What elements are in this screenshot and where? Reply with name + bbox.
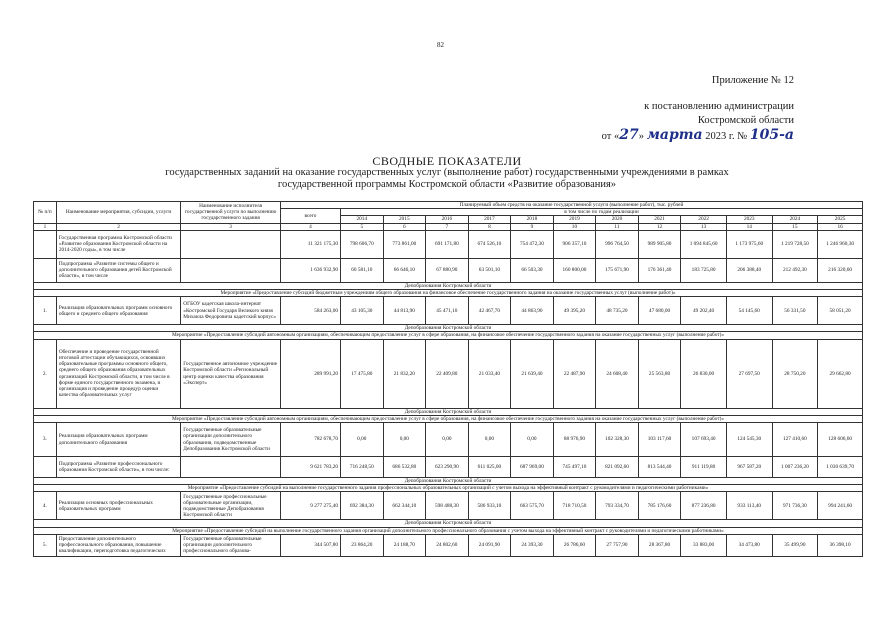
col-num-14: 14 <box>726 223 772 230</box>
title-line2: государственных заданий на оказание государственных услуг (выполнение работ) государственными учреждениями в рамках <box>165 167 729 178</box>
col-num-5: 5 <box>341 223 384 230</box>
col-num-11: 11 <box>596 223 639 230</box>
subprogram1-row <box>34 258 863 282</box>
event-row <box>34 290 863 297</box>
value-cell: 28 367,80 <box>638 534 681 556</box>
header-row-1 <box>34 202 863 209</box>
value-cell: 623 290,90 <box>426 457 469 478</box>
subprogram2-total: 9 621 783,20 <box>280 457 340 478</box>
value-cell: 933 113,40 <box>726 492 772 520</box>
subprogram2-row <box>34 457 863 478</box>
empty-cell <box>181 230 281 258</box>
value-cell: 24 802,60 <box>426 534 469 556</box>
dept-label: Депобразования Костромской области <box>34 282 863 289</box>
col-num-10: 10 <box>553 223 596 230</box>
value-cell: 692 384,30 <box>341 492 384 520</box>
value-cell: 22 409,80 <box>426 339 469 408</box>
handwritten-day: 27 <box>619 127 639 143</box>
dept-row <box>34 282 863 289</box>
value-cell: 1 173 975,60 <box>726 230 772 258</box>
col-num-6: 6 <box>383 223 426 230</box>
year-2023: 2023 <box>726 216 772 223</box>
row-number: 5. <box>34 534 57 556</box>
value-cell: 44 863,90 <box>511 297 554 325</box>
title-line3: государственной программы Костромской области «Развитие образования» <box>277 179 617 190</box>
value-cell: 22 487,90 <box>553 339 596 408</box>
row-measure: Реализация основных профессиональных образовательных программ <box>56 492 180 520</box>
value-cell: 26 786,60 <box>553 534 596 556</box>
value-cell: 996 764,50 <box>596 230 639 258</box>
event-label: Мероприятие «Предоставление субсидий на выполнение государственного задания организаций дополнительного профессионального образования с учетом выхода на эффективный контракт с руководителями и педагогическими работниками» <box>34 527 863 534</box>
year-2014: 2014 <box>341 216 384 223</box>
value-cell: 63 501,10 <box>468 258 511 282</box>
value-cell: 67 880,90 <box>426 258 469 282</box>
value-cell: 0,00 <box>426 423 469 457</box>
value-cell: 17 475,80 <box>341 339 384 408</box>
value-cell: 911 119,80 <box>681 457 727 478</box>
event-row <box>34 332 863 339</box>
title-line1: СВОДНЫЕ ПОКАЗАТЕЛИ <box>372 154 522 168</box>
table-row-2 <box>34 339 863 408</box>
dept-label: Депобразования Костромской области <box>34 520 863 527</box>
value-cell: 35 499,90 <box>772 534 818 556</box>
value-cell: 674 526,10 <box>468 230 511 258</box>
empty-cell <box>34 230 57 258</box>
value-cell: 0,00 <box>341 423 384 457</box>
value-cell: 1 030 639,70 <box>818 457 863 478</box>
value-cell: 34 473,80 <box>726 534 772 556</box>
row-executor: Государственные образовательные организации дополнительного образования, подведомственные Депобразования Костромской области <box>181 423 281 457</box>
dept-row <box>34 408 863 415</box>
row-number: 1. <box>34 297 57 325</box>
date-prefix: от « <box>601 131 620 142</box>
col-num-13: 13 <box>681 223 727 230</box>
value-cell: 24 393,30 <box>511 534 554 556</box>
value-cell: 716 248,50 <box>341 457 384 478</box>
value-cell: 103 117,60 <box>638 423 681 457</box>
row-measure: Обеспечение и проведение государственной итоговой аттестации обучающихся, освоивших образовательные программы основного общего, среднего общего образования образовательных организаций Костромской области, в том числе в форме единого государственного экзамена, и организация и проведение процедур оценки качества образовательных услуг <box>56 339 180 408</box>
row-number: 3. <box>34 423 57 457</box>
value-cell: 48 735,20 <box>596 297 639 325</box>
header-planned: Планируемый объем средств на оказание государственной услуги (выполнение работ), тыс. рублей <box>280 202 862 209</box>
value-cell: 663 575,70 <box>511 492 554 520</box>
table-row-4 <box>34 492 863 520</box>
col-num-7: 7 <box>426 223 469 230</box>
value-cell: 28 750,20 <box>772 339 818 408</box>
value-cell: 49 202,40 <box>681 297 727 325</box>
program-total: 11 321 175,30 <box>280 230 340 258</box>
value-cell: 686 532,80 <box>383 457 426 478</box>
value-cell: 994 241,60 <box>818 492 863 520</box>
document-title <box>0 155 894 191</box>
value-cell: 21 832,20 <box>383 339 426 408</box>
year-2018: 2018 <box>511 216 554 223</box>
row-measure: Реализация образовательных программ основного общего и среднего общего образования <box>56 297 180 325</box>
table-row-5 <box>34 534 863 556</box>
value-cell: 718 710,50 <box>553 492 596 520</box>
year-2019: 2019 <box>553 216 596 223</box>
value-cell: 58 051,20 <box>818 297 863 325</box>
value-cell: 88 976,90 <box>553 423 596 457</box>
value-cell: 42 467,70 <box>468 297 511 325</box>
value-cell: 183 725,80 <box>681 258 727 282</box>
value-cell: 989 905,80 <box>638 230 681 258</box>
value-cell: 687 969,00 <box>511 457 554 478</box>
handwritten-number: 105-а <box>749 127 794 143</box>
value-cell: 967 587,20 <box>726 457 772 478</box>
value-cell: 29 662,80 <box>818 339 863 408</box>
value-cell: 25 563,80 <box>638 339 681 408</box>
value-cell: 66 503,30 <box>511 258 554 282</box>
col-num-1: 1 <box>34 223 57 230</box>
page-number: 82 <box>437 41 444 49</box>
col-num-9: 9 <box>511 223 554 230</box>
row-measure: Предоставление дополнительного профессионального образования, повышение квалификации, переподготовка педагогических <box>56 534 180 556</box>
year-2016: 2016 <box>426 216 469 223</box>
empty-cell <box>181 457 281 478</box>
value-cell: 798 606,70 <box>341 230 384 258</box>
col-num-3: 3 <box>181 223 281 230</box>
row-total: 9 277 275,40 <box>280 492 340 520</box>
value-cell: 813 544,40 <box>638 457 681 478</box>
date-mid: » <box>638 131 644 142</box>
value-cell: 36 398,10 <box>818 534 863 556</box>
value-cell: 43 105,30 <box>341 297 384 325</box>
value-cell: 1 094 845,60 <box>681 230 727 258</box>
value-cell: 1 246 960,30 <box>818 230 863 258</box>
year-text: 2023 г. № <box>705 131 748 142</box>
row-number: 4. <box>34 492 57 520</box>
header-executor: Наименование исполнителя государственной услуги по выполнению государственного задания <box>181 202 281 224</box>
value-cell: 216 320,60 <box>818 258 863 282</box>
value-cell: 33 883,00 <box>681 534 727 556</box>
value-cell: 127 410,60 <box>772 423 818 457</box>
handwritten-month: марта <box>646 127 703 143</box>
summary-table <box>33 201 863 557</box>
value-cell: 662 344,10 <box>383 492 426 520</box>
event-label: Мероприятие «Предоставление субсидий автономным организациям, обеспечивающим предоставление услуг в сфере образования, на финансовое обеспечение государственного задания на оказание государственных услуг (выполнение работ)» <box>34 332 863 339</box>
value-cell: 0,00 <box>383 423 426 457</box>
dept-row <box>34 520 863 527</box>
program-name: Государственная программа Костромской области «Развитие образования Костромской области на 2014-2020 годы», в том числе <box>56 230 180 258</box>
col-num-12: 12 <box>638 223 681 230</box>
event-row <box>34 415 863 422</box>
appendix-date-line <box>602 128 794 144</box>
appendix-title: Приложение № 12 <box>711 75 794 86</box>
table-row-1 <box>34 297 863 325</box>
value-cell: 21 033,40 <box>468 339 511 408</box>
value-cell: 1 007 236,20 <box>772 457 818 478</box>
value-cell: 23 864,20 <box>341 534 384 556</box>
header-by-years: в том числе по годам реализации <box>341 209 863 216</box>
value-cell: 24 188,70 <box>383 534 426 556</box>
year-2015: 2015 <box>383 216 426 223</box>
event-label: Мероприятие «Предоставление субсидий бюджетным учреждениям общего образования на финансовое обеспечение государственного задания на оказание государственных услуг (выполнение работ)» <box>34 290 863 297</box>
value-cell: 586 933,10 <box>468 492 511 520</box>
header-total: всего <box>280 209 340 223</box>
row-executor: Государственные образовательные организации дополнительного профессионального образова- <box>181 534 281 556</box>
row-executor: ОГБОУ кадетская школа-интернат «Костромской Государя Великого князя Михаила Федоровича кадетский корпус» <box>181 297 281 325</box>
row-total: 584 263,00 <box>280 297 340 325</box>
value-cell: 66 646,10 <box>383 258 426 282</box>
value-cell: 27 757,90 <box>596 534 639 556</box>
value-cell: 24 608,40 <box>596 339 639 408</box>
value-cell: 47 680,00 <box>638 297 681 325</box>
year-2020: 2020 <box>596 216 639 223</box>
dept-label: Депобразования Костромской области <box>34 478 863 485</box>
header-measure: Наименование мероприятия, субсидии, услуги <box>56 202 180 224</box>
value-cell: 102 328,30 <box>596 423 639 457</box>
subprogram1-name: Подпрограмма «Развитие системы общего и дополнительного образования детей Костромской области», в том числе <box>56 258 180 282</box>
col-num-4: 4 <box>280 223 340 230</box>
col-num-16: 16 <box>818 223 863 230</box>
row-total: 782 678,70 <box>280 423 340 457</box>
appendix-line2: Костромской области <box>697 115 794 126</box>
year-2024: 2024 <box>772 216 818 223</box>
value-cell: 0,00 <box>468 423 511 457</box>
value-cell: 785 176,60 <box>638 492 681 520</box>
dept-label: Депобразования Костромской области <box>34 408 863 415</box>
table-row-3 <box>34 423 863 457</box>
program-row <box>34 230 863 258</box>
value-cell: 60 581,10 <box>341 258 384 282</box>
value-cell: 598 488,30 <box>426 492 469 520</box>
value-cell: 27 697,50 <box>726 339 772 408</box>
value-cell: 49 395,20 <box>553 297 596 325</box>
value-cell: 56 331,50 <box>772 297 818 325</box>
empty-cell <box>34 457 57 478</box>
value-cell: 971 736,30 <box>772 492 818 520</box>
row-total: 289 991,20 <box>280 339 340 408</box>
value-cell: 45 471,10 <box>426 297 469 325</box>
value-cell: 124 545,30 <box>726 423 772 457</box>
empty-cell <box>34 258 57 282</box>
col-num-8: 8 <box>468 223 511 230</box>
col-num-15: 15 <box>772 223 818 230</box>
subprogram2-name: Подпрограмма «Развитие профессионального образования Костромской области», в том числе: <box>56 457 180 478</box>
subprogram1-total: 1 636 932,90 <box>280 258 340 282</box>
event-row <box>34 527 863 534</box>
value-cell: 877 236,80 <box>681 492 727 520</box>
col-num-2: 2 <box>56 223 180 230</box>
value-cell: 206 388,40 <box>726 258 772 282</box>
value-cell: 821 092,60 <box>596 457 639 478</box>
year-2022: 2022 <box>681 216 727 223</box>
value-cell: 773 861,00 <box>383 230 426 258</box>
event-label: Мероприятие «Предоставление субсидий на выполнение государственного задания профессиональных образовательных организаций с учетом выхода на эффективный контракт с руководителями и педагогическими работниками» <box>34 485 863 492</box>
value-cell: 21 639,40 <box>511 339 554 408</box>
column-numbers-row <box>34 223 863 230</box>
header-num: № п/п <box>34 202 57 224</box>
value-cell: 44 813,90 <box>383 297 426 325</box>
year-2025: 2025 <box>818 216 863 223</box>
event-row <box>34 485 863 492</box>
value-cell: 176 361,40 <box>638 258 681 282</box>
value-cell: 745 497,10 <box>553 457 596 478</box>
event-label: Мероприятие «Предоставление субсидий автономным организациям, обеспечивающим предоставление услуг в сфере образования, на финансовое обеспечение государственного задания на оказание государственных услуг (выполнение работ)» <box>34 415 863 422</box>
value-cell: 754 472,30 <box>511 230 554 258</box>
value-cell: 691 171,80 <box>426 230 469 258</box>
row-executor: Государственное автономное учреждение Костромской области «Региональный центр оценки качества образования «Эксперт» <box>181 339 281 408</box>
value-cell: 0,00 <box>511 423 554 457</box>
row-measure: Реализация образовательных программ дополнительного образования <box>56 423 180 457</box>
year-2021: 2021 <box>638 216 681 223</box>
dept-label: Депобразования Костромской области <box>34 325 863 332</box>
value-cell: 26 830,00 <box>681 339 727 408</box>
row-total: 344 507,80 <box>280 534 340 556</box>
value-cell: 793 334,70 <box>596 492 639 520</box>
dept-row <box>34 325 863 332</box>
value-cell: 24 091,90 <box>468 534 511 556</box>
appendix-block <box>602 74 794 144</box>
year-2017: 2017 <box>468 216 511 223</box>
appendix-line1: к постановлению администрации <box>644 101 794 112</box>
value-cell: 1 219 728,50 <box>772 230 818 258</box>
value-cell: 906 357,10 <box>553 230 596 258</box>
dept-row <box>34 478 863 485</box>
value-cell: 128 606,60 <box>818 423 863 457</box>
value-cell: 160 800,00 <box>553 258 596 282</box>
value-cell: 107 693,40 <box>681 423 727 457</box>
value-cell: 54 145,60 <box>726 297 772 325</box>
row-executor: Государственные профессиональные образовательные организации, подведомственные Депобразования Костромской области <box>181 492 281 520</box>
value-cell: 175 671,90 <box>596 258 639 282</box>
value-cell: 611 025,00 <box>468 457 511 478</box>
value-cell: 212 492,30 <box>772 258 818 282</box>
row-number: 2. <box>34 339 57 408</box>
empty-cell <box>181 258 281 282</box>
